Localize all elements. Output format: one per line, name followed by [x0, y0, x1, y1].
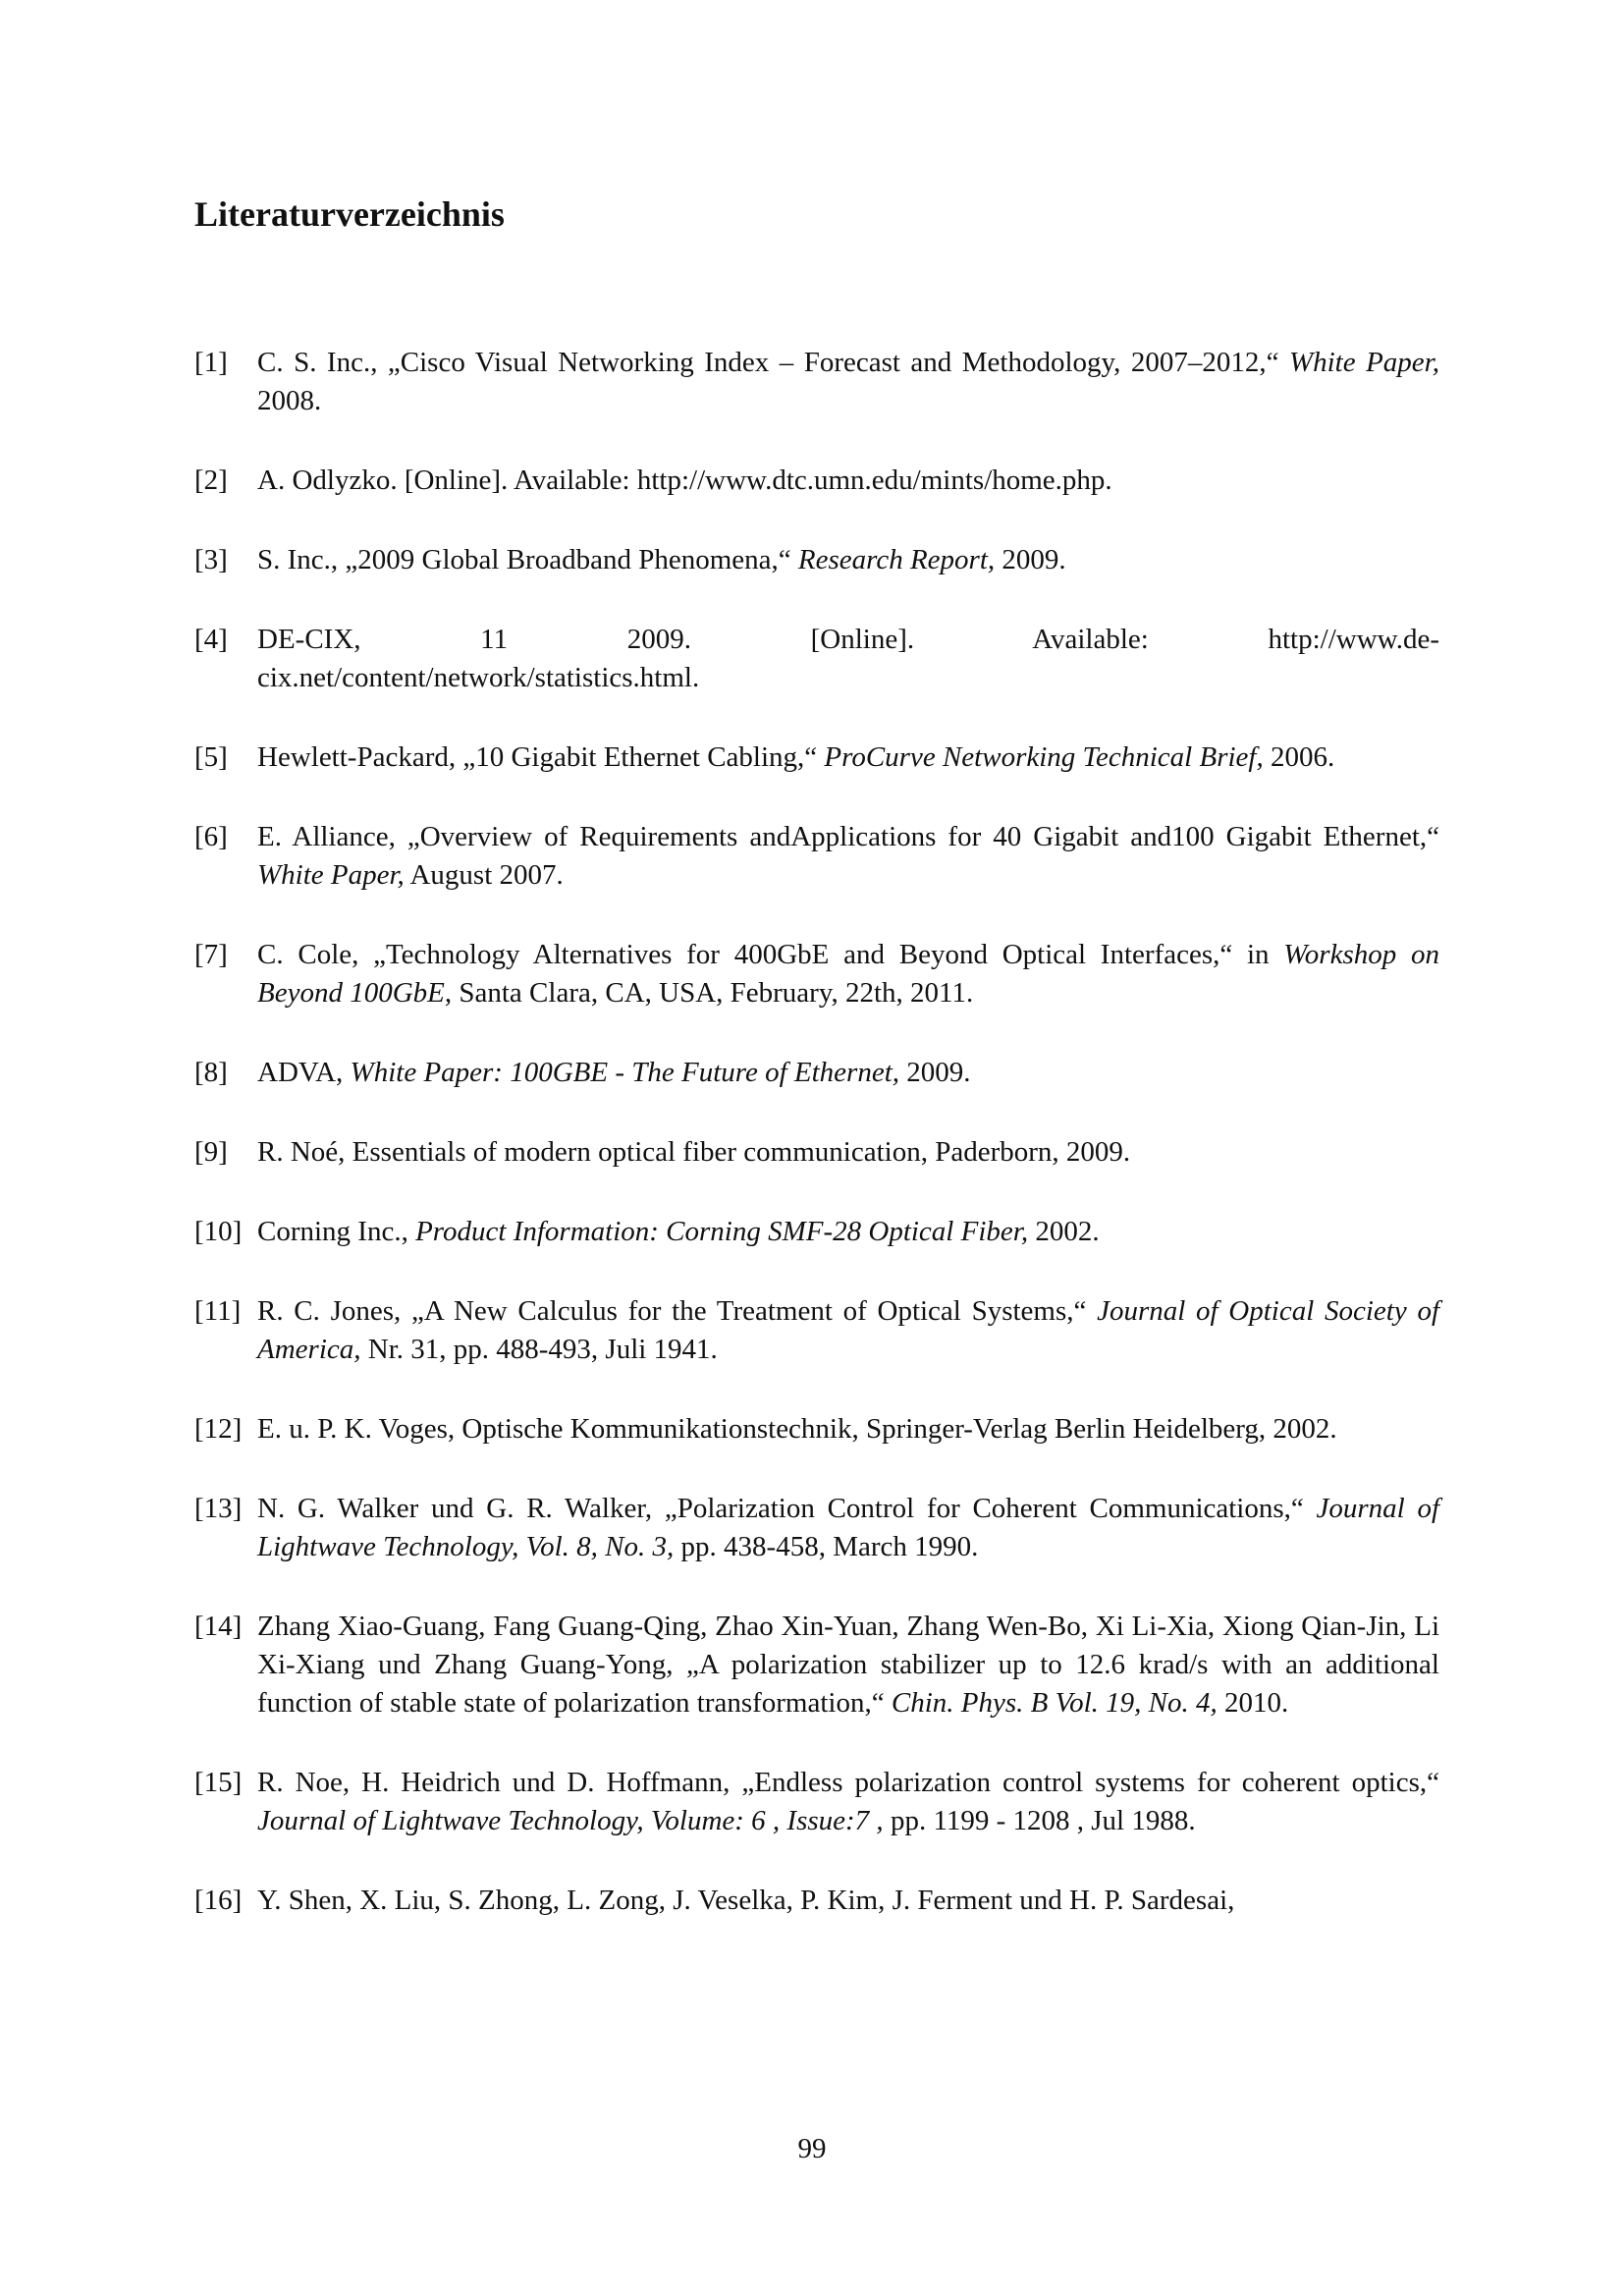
reference-text: S. Inc., „2009 Global Broadband Phenomena,“ Research Report, 2009. — [257, 544, 1066, 575]
reference-number: [16] — [194, 1885, 243, 1916]
reference-text: ADVA, White Paper: 100GBE - The Future of Ethernet, 2009. — [257, 1057, 971, 1088]
reference-number: [13] — [194, 1493, 243, 1524]
reference-list — [194, 344, 1439, 1920]
reference-number: [2] — [194, 465, 228, 496]
reference-entry — [194, 1490, 1439, 1566]
reference-text: Y. Shen, X. Liu, S. Zhong, L. Zong, J. Veselka, P. Kim, J. Ferment und H. P. Sardesai, — [257, 1885, 1235, 1916]
reference-entry — [194, 1764, 1439, 1840]
page-title: Literaturverzeichnis — [194, 194, 505, 234]
reference-text: DE-CIX, 11 2009. [Online]. Available: http://www.de- cix.net/content/network/statistics.html. — [257, 624, 1439, 693]
page-number: 99 — [797, 2133, 827, 2164]
reference-entry — [194, 818, 1439, 895]
reference-number: [9] — [194, 1136, 228, 1168]
reference-number: [6] — [194, 821, 228, 852]
reference-text: Corning Inc., Product Information: Corning SMF-28 Optical Fiber, 2002. — [257, 1216, 1100, 1247]
reference-text: N. G. Walker und G. R. Walker, „Polarization Control for Coherent Communications,“ Journal of Lightwave Technology, Vol. 8, No. 3, pp. 438-458, March 1990. — [257, 1493, 1440, 1562]
reference-entry — [194, 541, 1439, 579]
reference-number: [4] — [194, 624, 228, 655]
reference-number: [11] — [194, 1295, 242, 1327]
reference-entry — [194, 1410, 1439, 1449]
reference-number: [7] — [194, 939, 228, 970]
reference-entry — [194, 936, 1439, 1012]
reference-number: [3] — [194, 544, 228, 575]
reference-number: [12] — [194, 1413, 243, 1445]
reference-entry — [194, 1213, 1439, 1251]
reference-entry — [194, 462, 1439, 500]
reference-number: [15] — [194, 1767, 243, 1798]
reference-number: [5] — [194, 741, 228, 773]
reference-number: [10] — [194, 1216, 243, 1247]
reference-text: C. S. Inc., „Cisco Visual Networking Index – Forecast and Methodology, 2007–2012,“ White Paper, 2008. — [257, 347, 1439, 416]
reference-text: E. u. P. K. Voges, Optische Kommunikationstechnik, Springer-Verlag Berlin Heidelberg, 2002. — [257, 1413, 1337, 1445]
reference-text: E. Alliance, „Overview of Requirements andApplications for 40 Gigabit and100 Gigabit Ethernet,“ White Paper, August 2007. — [257, 821, 1439, 891]
reference-entry — [194, 738, 1439, 777]
reference-number: [8] — [194, 1057, 228, 1088]
reference-text: C. Cole, „Technology Alternatives for 400GbE and Beyond Optical Interfaces,“ in Workshop on Beyond 100GbE, Santa Clara, CA, USA, February, 22th, 2011. — [257, 939, 1439, 1009]
reference-number: [14] — [194, 1611, 243, 1642]
reference-entry — [194, 621, 1439, 697]
reference-text: Zhang Xiao-Guang, Fang Guang-Qing, Zhao Xin-Yuan, Zhang Wen-Bo, Xi Li-Xia, Xiong Qian-Jin, Li Xi-Xiang und Zhang Guang-Yong, „A polarization stabilizer up to 12.6 krad/s with an additional function of stable state of polarization transformation,“ Chin. Phys. B Vol. 19, No. 4, 2010. — [257, 1611, 1439, 1719]
reference-text: A. Odlyzko. [Online]. Available: http://www.dtc.umn.edu/mints/home.php. — [257, 465, 1112, 496]
reference-entry — [194, 1882, 1439, 1920]
reference-text: Hewlett-Packard, „10 Gigabit Ethernet Cabling,“ ProCurve Networking Technical Brief, 2006. — [257, 741, 1335, 773]
reference-text: R. Noe, H. Heidrich und D. Hoffmann, „Endless polarization control systems for coherent optics,“ Journal of Lightwave Technology, Volume: 6 , Issue:7 , pp. 1199 - 1208 , Jul 1988. — [257, 1767, 1439, 1836]
reference-number: [1] — [194, 347, 228, 378]
reference-entry — [194, 1608, 1439, 1722]
reference-entry — [194, 344, 1439, 420]
reference-text: R. C. Jones, „A New Calculus for the Treatment of Optical Systems,“ Journal of Optical Society of America, Nr. 31, pp. 488-493, Juli 1941. — [257, 1295, 1439, 1365]
reference-entry — [194, 1292, 1439, 1369]
reference-entry — [194, 1133, 1439, 1172]
reference-entry — [194, 1054, 1439, 1092]
reference-text: R. Noé, Essentials of modern optical fiber communication, Paderborn, 2009. — [257, 1136, 1131, 1168]
